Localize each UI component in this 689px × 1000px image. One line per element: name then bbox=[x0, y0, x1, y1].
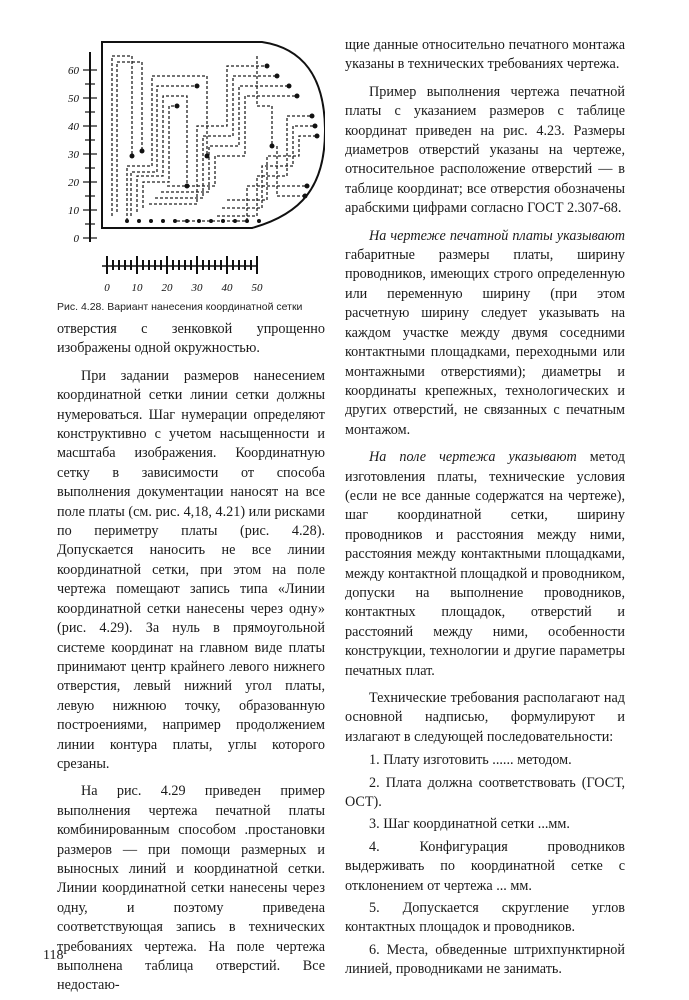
left-text bbox=[57, 320, 325, 996]
list-item: 4. Конфигурация проводников выдерживать по координатной сетке с отклонением от чертежа ... мм. bbox=[345, 838, 625, 894]
list-item: 2. Плата должна соответствовать (ГОСТ, ОСТ). bbox=[345, 774, 625, 811]
y-tick-label: 30 bbox=[68, 149, 79, 161]
paragraph: При задании размеров нанесением координатной сетки линии сетки должны нумероваться. Шаг нумерации определяют конструктивно с учетом насыщенности и масштаба изображения. Координатную сетку в зависимости от способа выполнения документации наносят на все поле платы (см. рис. 4,18, 4.21) или рисками по периметру платы (рис. 4.28). Допускается наносить не все линии координатной сетки, при этом на поле чертежа помещают запись типа «Линии координатной сетки нанесены через одну» (рис. 4.29). За нуль в прямоугольной системе координат на главном виде платы принимают центр крайнего левого нижнего отверстия, левый нижний угол платы, левую нижнюю точку, образованную построениями, например продолжением линии контура платы, углы которого срезаны. bbox=[57, 367, 325, 772]
pcb-drawing bbox=[57, 36, 325, 298]
list-item: 5. Допускается скругление углов контактных площадок и проводников. bbox=[345, 900, 625, 936]
left-column bbox=[57, 36, 325, 996]
paragraph-rest: метод изготовления платы, технические условия (если не все данные содержатся на чертеже), шаг координатной сетки, ширину проводников и расстояния между ними, расстояния между контактными площадками, между контактной площадкой и проводником, допуски на выполнение проводников, контактных площадок, отверстий и расстояний между ними, особенности конструкции, технологии и другие параметры печатных плат. bbox=[345, 449, 625, 679]
x-tick-label: 10 bbox=[131, 282, 143, 294]
paragraph: Технические требования располагают над основной надписью, формулируют и излагают в следующей последовательности: bbox=[345, 690, 625, 745]
italic-lead: На чертеже печатной платы указывают bbox=[369, 227, 625, 244]
y-tick-label: 50 bbox=[68, 93, 79, 105]
x-ticks bbox=[107, 256, 257, 274]
list-item: 1. Плату изготовить ...... методом. bbox=[369, 752, 572, 769]
x-tick-label: 50 bbox=[251, 282, 263, 294]
y-tick-label: 0 bbox=[73, 233, 79, 245]
page-number: 118 bbox=[43, 948, 64, 963]
list-item: 3. Шаг координатной сетки ...мм. bbox=[369, 816, 570, 833]
italic-lead: На поле чертежа указывают bbox=[369, 449, 577, 466]
y-tick-label: 10 bbox=[68, 205, 79, 217]
y-tick-label: 40 bbox=[68, 121, 79, 133]
paragraph: щие данные относительно печатного монтажа указаны в технических требованиях чертежа. bbox=[345, 37, 625, 73]
board-outline bbox=[102, 42, 325, 228]
requirements-list bbox=[345, 751, 625, 979]
paragraph bbox=[345, 448, 625, 681]
traces bbox=[112, 56, 317, 221]
paragraph bbox=[345, 227, 625, 440]
x-tick-label: 40 bbox=[221, 282, 233, 294]
paragraph: Пример выполнения чертежа печатной платы с указанием размеров с таблице координат приведен на рис. 4.23. Размеры диаметров отверстий указаны на чертеже, относительное расположение отверстий — в таблице координат; все отверстия обозначены арабскими цифрами согласно ГОСТ 2.307-68. bbox=[345, 83, 625, 217]
y-tick-label: 20 bbox=[68, 177, 79, 189]
x-tick-label: 30 bbox=[191, 282, 203, 294]
x-tick-label: 20 bbox=[161, 282, 173, 294]
paragraph: На рис. 4.29 приведен пример выполнения чертежа печатной платы комбинированным способом .простановки размеров — при помощи размерных и выносных линий и координатной сетки. Линии координатной сетки нанесены через одну, и поэтому приведена соответствующая запись в технических требованиях чертежа. На поле чертежа выполнена таблица отверстий. Все недостаю- bbox=[57, 783, 325, 994]
figure-caption: Рис. 4.28. Вариант нанесения координатной сетки bbox=[57, 301, 303, 313]
paragraph: отверстия с зенковкой упрощенно изображены одной окружностью. bbox=[57, 321, 325, 357]
paragraph-rest: габаритные размеры платы, ширину проводников, имеющих строго определенную или переменную ширину (при этом расчетную ширину следует указывать на каждом участке между двумя соседними контактными площадками, переходными или монтажными отверстиями); диаметры и координаты крепежных, технологических и других отверстий, не связанных с печатным монтажом. bbox=[345, 247, 625, 438]
x-tick-label: 0 bbox=[104, 282, 110, 294]
list-item: 6. Места, обведенные штрихпунктирной линией, проводниками не занимать. bbox=[345, 941, 625, 978]
pads bbox=[125, 64, 320, 224]
y-tick-label: 60 bbox=[68, 65, 79, 77]
right-column bbox=[345, 36, 625, 983]
figure-4-28 bbox=[57, 36, 325, 298]
